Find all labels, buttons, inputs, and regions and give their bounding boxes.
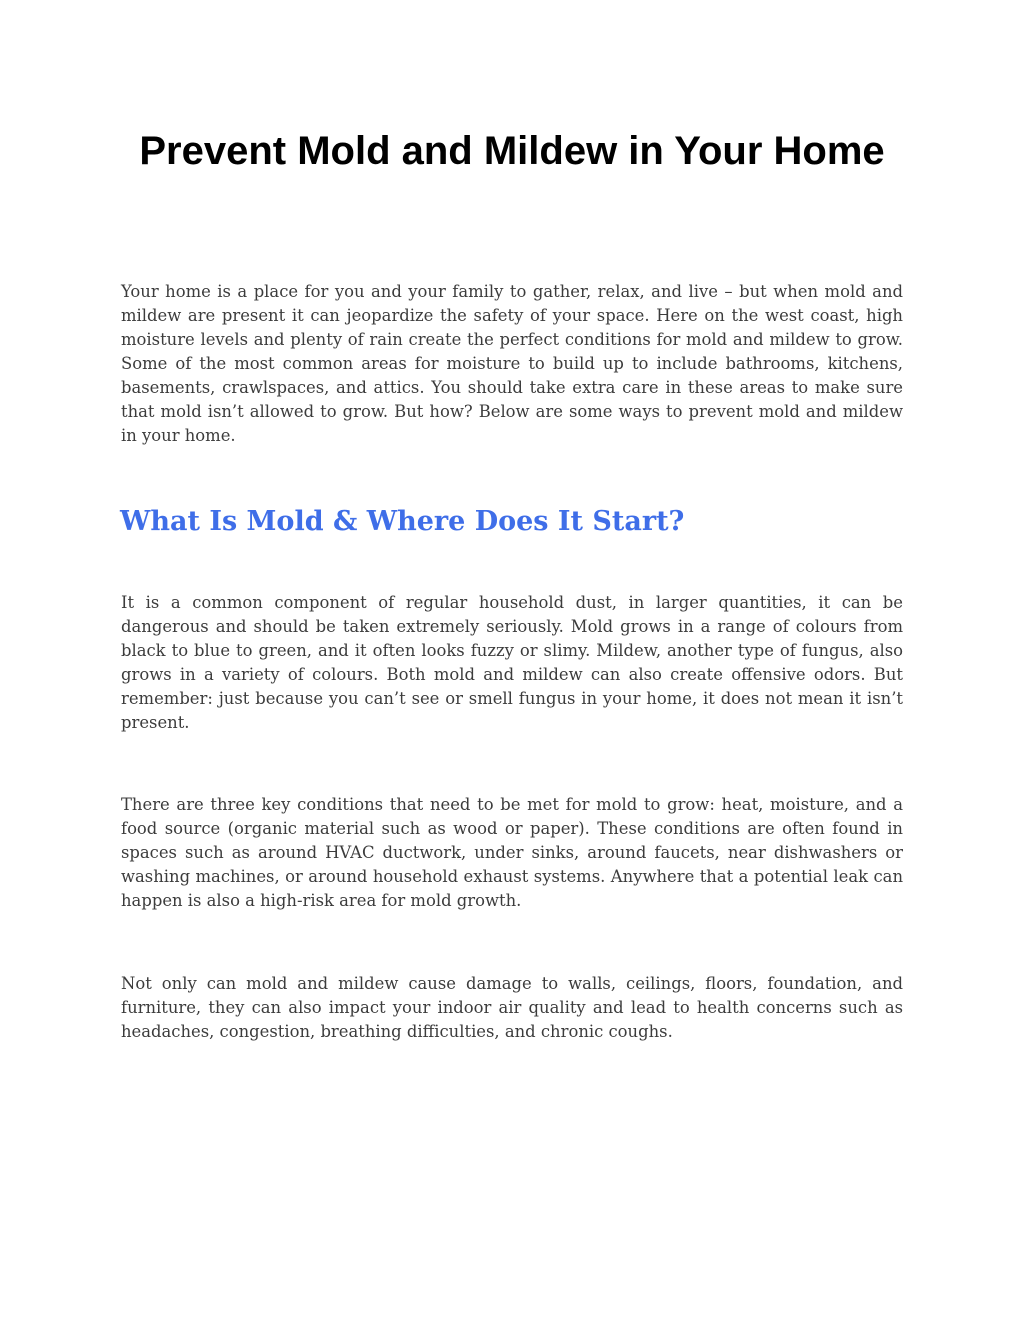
body-paragraph-1: It is a common component of regular household dust, in larger quantities, it can be dangerous and should be taken extremely seriously. Mold grows in a range of colours from black to blue to green, and it often looks fuzzy or slimy. Mildew, another type of fungus, also grows in a variety of colours. Both mold and mildew can also create offensive odors. But remember: just because you can’t see or smell fungus in your home, it does not mean it isn’t present.: [121, 593, 903, 732]
document-title: Prevent Mold and Mildew in Your Home: [139, 129, 885, 173]
intro-paragraph: Your home is a place for you and your family to gather, relax, and live – but when mold and mildew are present it can jeopardize the safety of your space. Here on the west coast, high moisture levels and plenty of rain create the perfect conditions for mold and mildew to grow. Some of the most common areas for moisture to build up to include bathrooms, kitchens, basements, crawlspaces, and attics. You should take extra care in these areas to make sure that mold isn’t allowed to grow. But how? Below are some ways to prevent mold and mildew in your home.: [121, 282, 903, 445]
body-paragraph-2: There are three key conditions that need to be met for mold to grow: heat, moisture, and a food source (organic material such as wood or paper). These conditions are often found in spaces such as around HVAC ductwork, under sinks, around faucets, near dishwashers or washing machines, or around household exhaust systems. Anywhere that a potential leak can happen is also a high-risk area for mold growth.: [121, 795, 903, 910]
body-paragraph-3: Not only can mold and mildew cause damage to walls, ceilings, floors, foundation, and furniture, they can also impact your indoor air quality and lead to health concerns such as headaches, congestion, breathing difficulties, and chronic coughs.: [121, 974, 903, 1041]
section-heading: What Is Mold & Where Does It Start?: [120, 506, 685, 537]
